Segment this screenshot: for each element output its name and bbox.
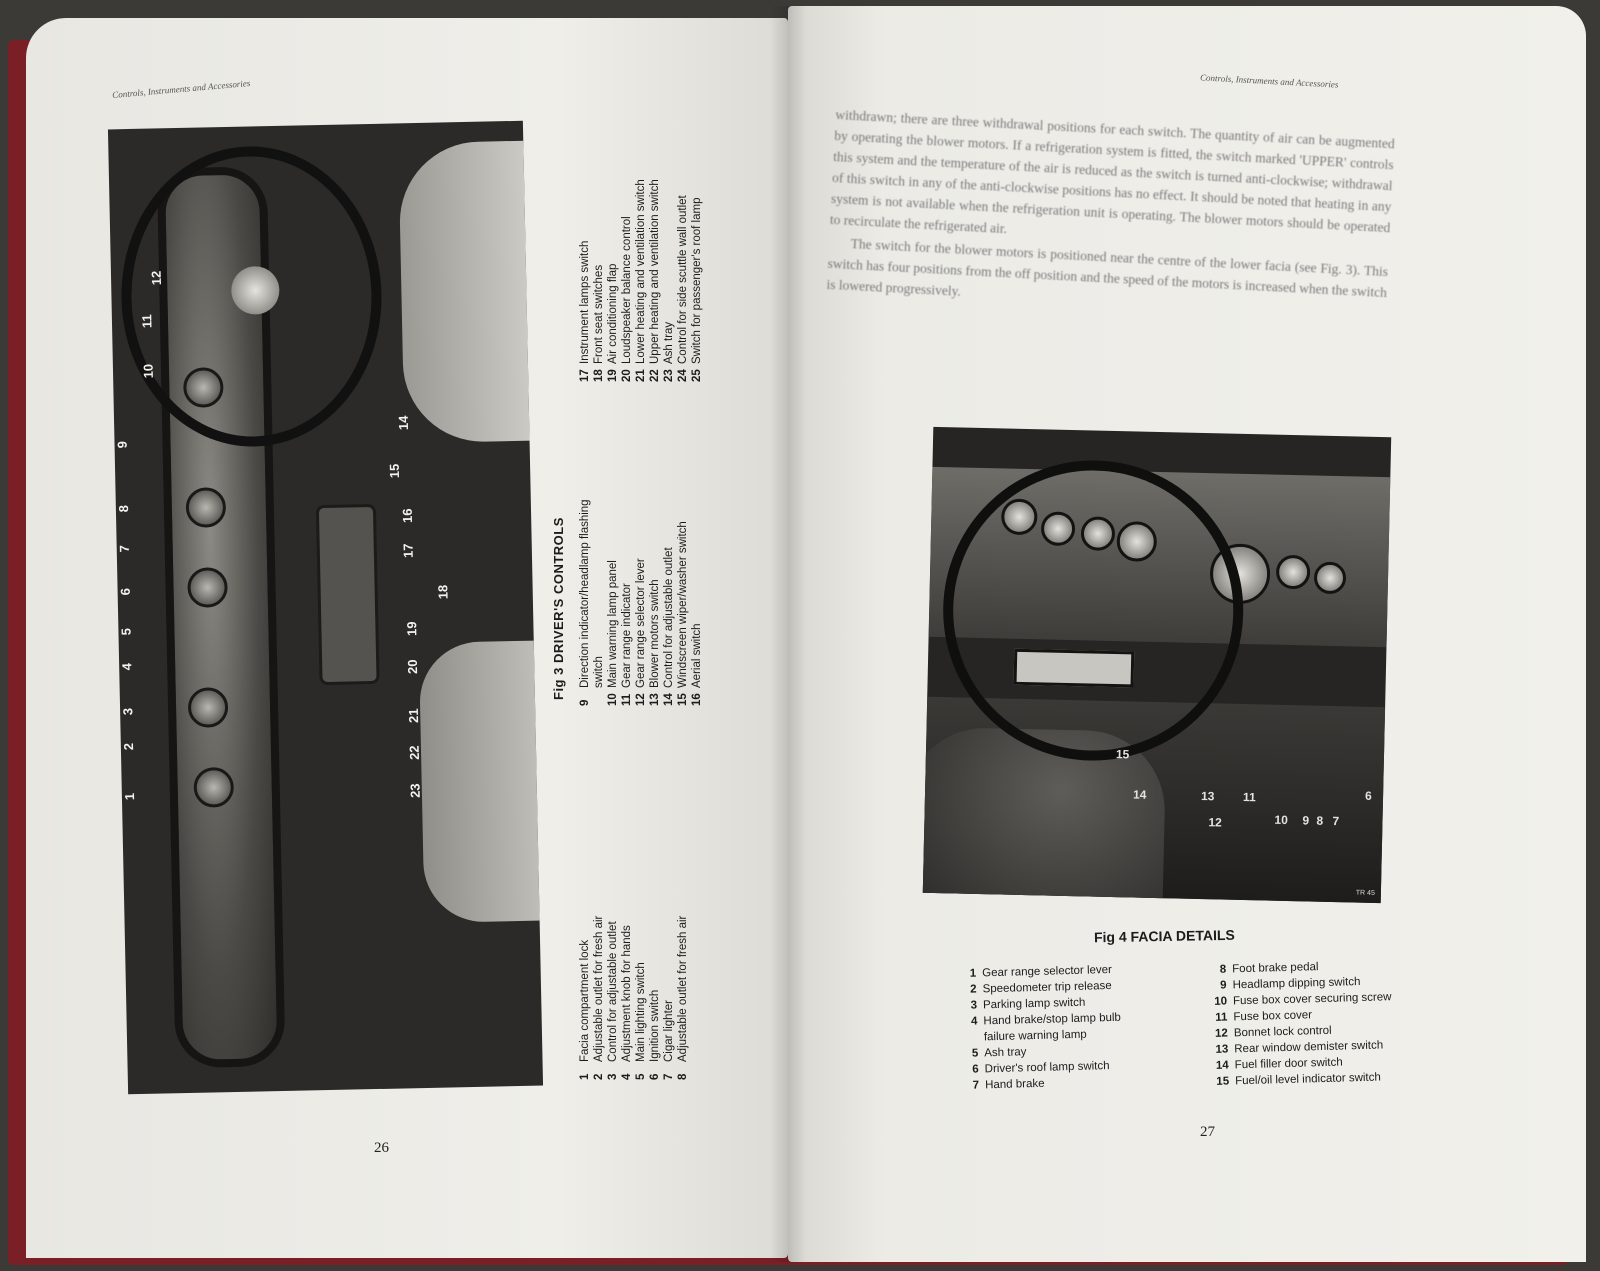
seat-image xyxy=(419,640,543,923)
legend-item: switch xyxy=(593,656,605,688)
callout-label: 20 xyxy=(404,659,421,675)
legend-item: 6Ignition switch xyxy=(649,989,661,1080)
legend-item: 17Instrument lamps switch xyxy=(579,240,591,382)
callout-label: 22 xyxy=(406,745,422,761)
paragraph: withdrawn; there are three withdrawal positions for each switch. The quantity of air can be augmented by operating the blower motors. If a refrigeration system is fitted, the switch marked 'UPPER' controls this system and the temperature of the air is reduced as the switch is turned anti-clockwise; withdrawal of this switch in any of the anti-clockwise positions has no effect. It should be noted that heating in any system is not available when the refrigeration unit is operating. The blower motors should be operated to recirculate the refrigerated air. xyxy=(829,106,1396,237)
callout-label: 9 xyxy=(1302,813,1310,828)
legend-item: 1Facia compartment lock xyxy=(579,939,591,1080)
fig4-photo xyxy=(923,427,1391,903)
legend-item: 16Aerial switch xyxy=(691,623,703,706)
callout-label: 23 xyxy=(407,783,423,799)
callout-label: 12 xyxy=(148,270,164,286)
callout-label: 6 xyxy=(1364,788,1372,803)
callout-label: 11 xyxy=(1242,789,1256,805)
legend-item: 9Direction indicator/headlamp flashing xyxy=(579,499,591,706)
page-number-left: 26 xyxy=(374,1140,389,1156)
legend-item: 13 Rear window demister switch xyxy=(1215,1039,1384,1056)
legend-item: 5 Ash tray xyxy=(971,1046,1027,1060)
callout-label: 18 xyxy=(435,584,451,600)
legend-item: 15Windscreen wiper/washer switch xyxy=(677,521,689,706)
callout-label: 2 xyxy=(120,742,137,751)
legend-item: 8 Foot brake pedal xyxy=(1219,961,1319,976)
photo-code: TR 45 xyxy=(1355,889,1375,898)
legend-item: 15 Fuel/oil level indicator switch xyxy=(1216,1071,1381,1088)
legend-item: 14Control for adjustable outlet xyxy=(663,547,675,706)
seat-image xyxy=(395,140,543,443)
legend-item: 5Main lighting switch xyxy=(635,962,647,1080)
callout-label: 10 xyxy=(1274,812,1289,828)
legend-item: 11Gear range indicator xyxy=(621,583,633,706)
callout-label: 5 xyxy=(118,627,134,636)
callout-label: 19 xyxy=(404,621,420,637)
legend-item: 12Gear range selector lever xyxy=(635,558,647,706)
legend-item: 4 Hand brake/stop lamp bulb failure warning lamp xyxy=(970,1011,1122,1044)
callout-label: 10 xyxy=(140,363,156,379)
legend-item: 2 Speedometer trip release xyxy=(970,979,1112,996)
fig3-legend-column xyxy=(578,916,690,1080)
callout-label: 13 xyxy=(1200,789,1215,804)
legend-item: 19Air conditioning flap xyxy=(607,263,619,382)
legend-item: 3Control for adjustable outlet xyxy=(607,921,619,1080)
legend-item: 12 Bonnet lock control xyxy=(1214,1024,1332,1040)
legend-item: 22Upper heating and ventilation switch xyxy=(649,179,661,382)
fig4-legend-column xyxy=(958,960,1201,1094)
fig3-legend-column xyxy=(578,499,704,706)
callout-label: 3 xyxy=(120,707,136,716)
legend-item: 6 Driver's roof lamp switch xyxy=(972,1060,1110,1076)
fig4-title: Fig 4 FACIA DETAILS xyxy=(1093,926,1235,946)
fig3-legend-column xyxy=(578,179,704,382)
callout-label: 7 xyxy=(1332,814,1340,829)
legend-item: 4Adjustment knob for hands xyxy=(621,925,633,1080)
callout-label: 9 xyxy=(114,440,130,449)
legend-item: 2Adjustable outlet for fresh air xyxy=(593,915,605,1080)
legend-item: 23Ash tray xyxy=(663,321,675,382)
legend-item: 18Front seat switches xyxy=(593,264,605,382)
callout-label: 7 xyxy=(116,544,132,553)
running-head-right: Controls, Instruments and Accessories xyxy=(1199,72,1339,90)
fig4-legend-column xyxy=(1208,956,1451,1090)
legend-item: 11 Fuse box cover xyxy=(1215,1009,1313,1024)
legend-item: 20Loudspeaker balance control xyxy=(621,216,633,382)
fig3-title: Fig 3 DRIVER'S CONTROLS xyxy=(551,517,566,700)
centre-console-image xyxy=(316,504,380,685)
callout-label: 14 xyxy=(395,415,412,431)
callout-label: 8 xyxy=(115,504,132,513)
legend-item: 10Main warning lamp panel xyxy=(607,560,619,706)
callout-label: 12 xyxy=(1208,815,1222,830)
callout-label: 17 xyxy=(400,543,416,559)
callout-label: 15 xyxy=(386,463,403,479)
body-text xyxy=(826,104,1395,326)
callout-label: 11 xyxy=(139,314,155,329)
legend-item: 14 Fuel filler door switch xyxy=(1215,1056,1343,1072)
legend-item: 1 Gear range selector lever xyxy=(969,963,1113,980)
paragraph: The switch for the blower motors is positioned near the centre of the lower facia (see Fig. 3). This switch has four positions from the off position and the speed of the motors is increased when the switch is lowered progressively. xyxy=(826,235,1389,301)
callout-label: 15 xyxy=(1115,747,1130,762)
legend-item: 25Switch for passenger's roof lamp xyxy=(691,197,703,382)
callout-label: 21 xyxy=(405,708,422,724)
legend-item: 8Adjustable outlet for fresh air xyxy=(677,915,689,1080)
legend-item: 10 Fuse box cover securing screw xyxy=(1214,991,1392,1008)
running-head-left: Controls, Instruments and Accessories xyxy=(111,77,251,101)
callout-label: 1 xyxy=(121,792,138,801)
legend-item: 3 Parking lamp switch xyxy=(970,996,1086,1012)
callout-label: 6 xyxy=(117,587,133,596)
legend-item: 7Cigar lighter xyxy=(663,1000,675,1080)
callout-label: 14 xyxy=(1132,787,1147,802)
callout-label: 4 xyxy=(119,662,135,671)
book-gutter xyxy=(770,6,806,1262)
legend-item: 13Blower motors switch xyxy=(649,579,661,706)
legend-item: 24Control for side scuttle wall outlet xyxy=(677,195,689,382)
callout-label: 8 xyxy=(1316,813,1324,828)
legend-item: 9 Headlamp dipping switch xyxy=(1220,976,1361,992)
page-number-right: 27 xyxy=(1200,1124,1215,1140)
callout-label: 16 xyxy=(399,508,415,524)
legend-item: 7 Hand brake xyxy=(972,1077,1045,1092)
fig3-photo xyxy=(108,121,543,1094)
legend-item: 21Lower heating and ventilation switch xyxy=(635,179,647,382)
